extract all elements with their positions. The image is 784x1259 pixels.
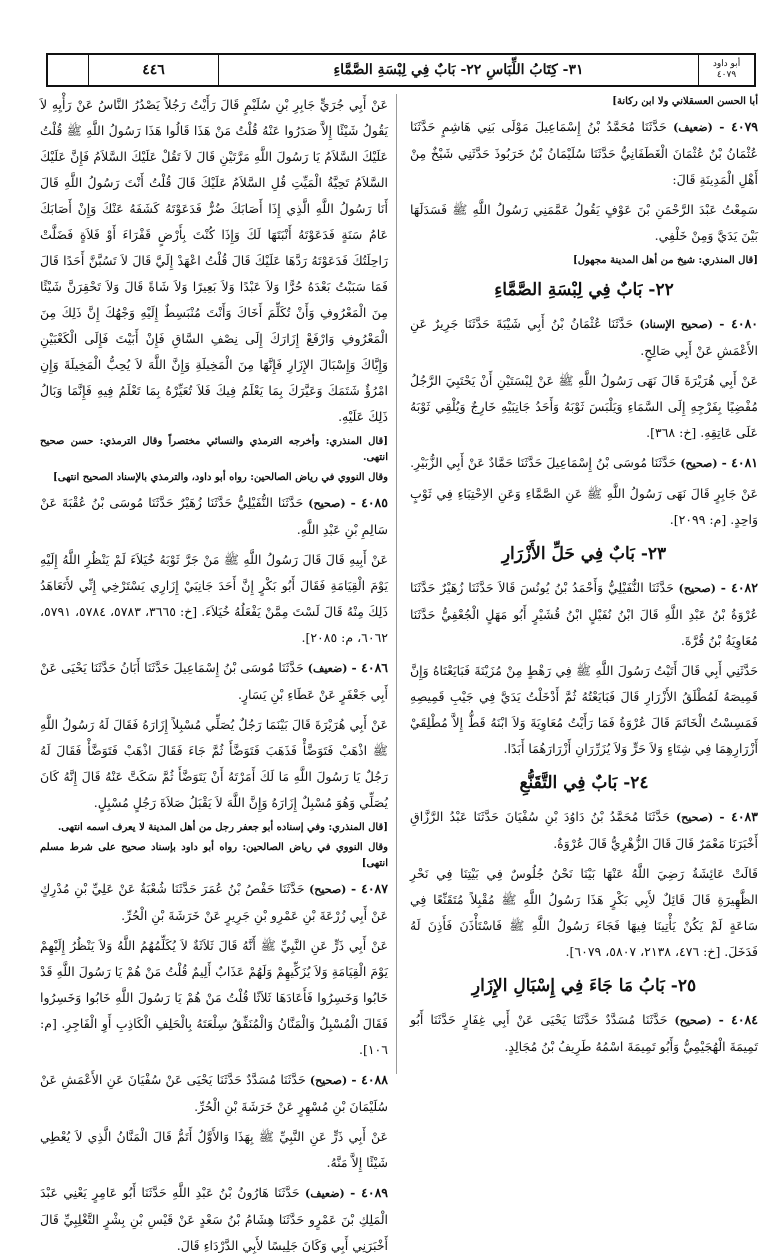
hadith-grade: (ضعيف) bbox=[307, 662, 348, 675]
chapter-heading-23: ٢٣- بَابٌ فِي حَلِّ الأَزْرَارِ bbox=[501, 544, 667, 564]
page-number: ٤٤٦ bbox=[88, 55, 218, 85]
hadith-matn: عَنْ أَبِي هُرَيْرَةَ قَالَ بَيْنَمَا رَجُلٌ يُصَلِّي مُسْبِلاً إِزَارَهُ فَقَالَ لَهُ رَسُولُ اللَّهِ ﷺ اذْهَبْ فَتَوَضَّأْ فَذَهَبَ فَتَوَضَّأَ ثُمَّ جَاءَ فَقَالَ اذْهَبْ فَتَوَضَّأْ فَقَالَ لَهُ رَجُلٌ يَا رَسُولَ اللَّهِ مَا لَكَ أَمَرْتَهُ أَنْ يَتَوَضَّأَ ثُمَّ سَكَتَّ عَنْهُ قَالَ إِنَّهُ كَانَ يُصَلِّي وَهُوَ مُسْبِلٌ إِزَارَهُ وَإِنَّ اللَّهَ لاَ يَقْبَلُ صَلاَةَ رَجُلٍ مُسْبِلٍ. bbox=[40, 717, 388, 810]
hadith-4087 bbox=[40, 876, 388, 929]
hadith-number: ٤٠٨١ - bbox=[721, 455, 758, 470]
hadith-4089 bbox=[40, 1180, 388, 1259]
hadith-number: ٤٠٨٩ - bbox=[350, 1185, 388, 1200]
hadith-note: [قال المنذري: وفي إسناده أبو جعفر رجل من أهل المدينة لا يعرف اسمه انتهى. bbox=[57, 822, 388, 833]
hadith-number: ٤٠٨٨ - bbox=[351, 1072, 388, 1087]
hadith-isnad: حَدَّثَنَا النُّفَيْلِيُّ حَدَّثَنَا زُهَيْرٌ حَدَّثَنَا مُوسَى بْنُ عُقْبَةَ عَنْ سَالِمِ بْنِ عَبْدِ اللَّهِ. bbox=[40, 495, 388, 537]
hadith-4081 bbox=[410, 450, 758, 477]
hadith-isnad: حَدَّثَنَا هَارُونُ بْنُ عَبْدِ اللَّهِ حَدَّثَنَا أَبُو عَامِرٍ يَعْنِي عَبْدَ الْمَلِكِ بْنَ عَمْرٍو حَدَّثَنَا هِشَامُ بْنُ سَعْدٍ عَنْ قَيْسِ بْنِ بِشْرٍ التَّغْلِبِيِّ قَالَ أَخْبَرَنِي أَبِي وَكَانَ جَلِيسًا لأَبِي الدَّرْدَاءِ قَالَ. bbox=[40, 1185, 388, 1253]
hadith-4088 bbox=[40, 1067, 388, 1120]
book-range: ٤٠٧٩ bbox=[716, 70, 737, 80]
hadith-4079 bbox=[410, 114, 758, 193]
hadith-grade: (صحيح) bbox=[309, 1074, 348, 1087]
hadith-isnad: حَدَّثَنَا مُوسَى بْنُ إِسْمَاعِيلَ حَدَّثَنَا حَمَّادٌ عَنْ أَبِي الزُّبَيْرِ. bbox=[410, 455, 677, 470]
hadith-grade: (صحيح) bbox=[680, 457, 718, 470]
hadith-isnad: حَدَّثَنَا مُسَدَّدٌ حَدَّثَنَا يَحْيَى عَنْ سُفْيَانَ عَنِ الأَعْمَشِ عَنْ سُلَيْمَانَ بْنِ مُسْهِرٍ عَنْ خَرَشَةَ بْنِ الْحُرِّ. bbox=[40, 1072, 388, 1114]
column-divider bbox=[396, 94, 397, 1074]
hadith-4084-matn: عَنْ أَبِي جُرَيٍّ جَابِرِ بْنِ سُلَيْمٍ قَالَ رَأَيْتُ رَجُلاً يَصْدُرُ النَّاسُ عَنْ رَأْيِهِ لاَ يَقُولُ شَيْئًا إِلاَّ صَدَرُوا عَنْهُ قُلْتُ مَنْ هَذَا قَالُوا هَذَا رَسُولُ اللَّهِ ﷺ قُلْتُ عَلَيْكَ السَّلاَمُ يَا رَسُولَ اللَّهِ مَرَّتَيْنِ قَالَ لاَ تَقُلْ عَلَيْكَ السَّلاَمُ فَإِنَّ عَلَيْكَ السَّلاَمُ تَحِيَّةُ الْمَيِّتِ قُلِ السَّلاَمُ عَلَيْكَ قَالَ قُلْتُ أَنْتَ رَسُولُ اللَّهِ قَالَ أَنَا رَسُولُ اللَّهِ الَّذِي إِذَا أَصَابَكَ ضُرٌّ فَدَعَوْتَهُ كَشَفَهُ عَنْكَ وَإِنْ أَصَابَكَ عَامُ سَنَةٍ فَدَعَوْتَهُ أَنْبَتَهَا لَكَ وَإِذَا كُنْتَ بِأَرْضٍ قَفْرَاءَ أَوْ فَلاَةٍ فَضَلَّتْ رَاحِلَتُكَ فَدَعَوْتَهُ رَدَّهَا عَلَيْكَ قَالَ قُلْتُ اعْهَدْ إِلَيَّ قَالَ لاَ تَسُبَّنَّ أَحَدًا قَالَ فَمَا سَبَبْتُ بَعْدَهُ حُرًّا وَلاَ عَبْدًا وَلاَ بَعِيرًا وَلاَ شَاةً قَالَ وَلاَ تَحْقِرَنَّ شَيْئًا مِنَ الْمَعْرُوفِ وَأَنْ تُكَلِّمَ أَخَاكَ وَأَنْتَ مُنْبَسِطٌ إِلَيْهِ وَجْهُكَ إِنَّ ذَلِكَ مِنَ الْمَعْرُوفِ وَارْفَعْ إِزَارَكَ إِلَى نِصْفِ السَّاقِ فَإِنْ أَبَيْتَ فَإِلَى الْكَعْبَيْنِ وَإِيَّاكَ وَإِسْبَالَ الإِزَارِ فَإِنَّهَا مِنَ الْمَخِيلَةِ وَإِنَّ اللَّهَ لاَ يُحِبُّ الْمَخِيلَةَ وَإِنِ امْرُؤٌ شَتَمَكَ وَعَيَّرَكَ بِمَا يَعْلَمُ فِيكَ فَلاَ تُعَيِّرْهُ بِمَا تَعْلَمُ فِيهِ فَإِنَّمَا وَبَالُ ذَلِكَ عَلَيْهِ. bbox=[40, 97, 388, 424]
hadith-note: [قال المنذري: وأخرجه الترمذي والنسائي مختصراً وقال الترمذي: حسن صحيح انتهى. bbox=[40, 436, 388, 463]
hadith-number: ٤٠٨٧ - bbox=[350, 881, 388, 896]
hadith-4082 bbox=[410, 575, 758, 654]
right-column bbox=[410, 92, 758, 1082]
hadith-grade: (صحيح) bbox=[678, 582, 716, 595]
hadith-grade: (صحيح) bbox=[308, 497, 346, 510]
hadith-grade: (صحيح) bbox=[674, 1014, 712, 1027]
hadith-isnad: حَدَّثَنَا مُحَمَّدُ بْنُ دَاوُدَ بْنِ سُفْيَانَ حَدَّثَنَا عَبْدُ الرَّزَّاقِ أَخْبَرَنَا مَعْمَرٌ قَالَ قَالَ الزُّهْرِيُّ قَالَ عُرْوَةُ. bbox=[410, 809, 758, 851]
hadith-number: ٤٠٨٢ - bbox=[720, 580, 758, 595]
hadith-note: وقال النووي في رياض الصالحين: رواه أبو داود بإسناد صحيح على شرط مسلم انتهى] bbox=[40, 842, 388, 869]
hadith-isnad: حَدَّثَنَا مُوسَى بْنُ إِسْمَاعِيلَ حَدَّثَنَا أَبَانُ حَدَّثَنَا يَحْيَى عَنْ أَبِي جَعْفَرٍ عَنْ عَطَاءِ بْنِ يَسَارٍ. bbox=[40, 660, 388, 702]
hadith-number: ٤٠٨٣ - bbox=[719, 809, 758, 824]
hadith-4083 bbox=[410, 804, 758, 857]
hadith-4086 bbox=[40, 655, 388, 708]
hadith-isnad: حَدَّثَنَا النُّفَيْلِيُّ وَأَحْمَدُ بْنُ يُونُسَ قَالاَ حَدَّثَنَا زُهَيْرٌ حَدَّثَنَا عُرْوَةُ بْنُ عَبْدِ اللَّهِ قَالَ ابْنُ نُفَيْلٍ ابْنُ قُشَيْرٍ أَبُو مَهَلٍ الْجُعْفِيُّ حَدَّثَنَا مُعَاوِيَةُ بْنُ قُرَّةَ. bbox=[410, 580, 758, 648]
book-name: أبو داود bbox=[712, 59, 741, 69]
hadith-isnad: حَدَّثَنَا مُسَدَّدٌ حَدَّثَنَا يَحْيَى عَنْ أَبِي غِفَارٍ حَدَّثَنَا أَبُو تَمِيمَةَ الْهُجَيْمِيُّ وَأَبُو تَمِيمَةَ اسْمُهُ طَرِيفُ بْنُ مُجَالِدٍ. bbox=[410, 1012, 758, 1054]
header-blank-cell bbox=[48, 55, 88, 85]
hadith-number: ٤٠٨٥ - bbox=[350, 495, 388, 510]
hadith-matn: عَنْ أَبِي ذَرٍّ عَنِ النَّبِيِّ ﷺ بِهَذَا وَالأَوَّلُ أَتَمُّ قَالَ الْمَنَّانُ الَّذِي لاَ يُعْطِي شَيْئًا إِلاَّ مَنَّهُ. bbox=[40, 1129, 388, 1170]
book-reference bbox=[698, 55, 754, 85]
hadith-grade: (صحيح) bbox=[309, 883, 347, 896]
hadith-grade: (ضعيف) bbox=[305, 1187, 345, 1200]
hadith-grade: (صحيح) bbox=[675, 811, 714, 824]
hadith-matn: عَنْ أَبِي ذَرٍّ عَنِ النَّبِيِّ ﷺ أَنَّهُ قَالَ ثَلاَثَةٌ لاَ يُكَلِّمُهُمُ اللَّهُ وَلاَ يَنْظُرُ إِلَيْهِمْ يَوْمَ الْقِيَامَةِ وَلاَ يُزَكِّيهِمْ وَلَهُمْ عَذَابٌ أَلِيمٌ قُلْتُ مَنْ هُمْ يَا رَسُولَ اللَّهِ قَدْ خَابُوا وَخَسِرُوا فَأَعَادَهَا ثَلاَثًا قُلْتُ مَنْ هُمْ يَا رَسُولَ اللَّهِ خَابُوا وَخَسِرُوا فَقَالَ الْمُسْبِلُ وَالْمَنَّانُ وَالْمُنَفِّقُ سِلْعَتَهُ بِالْحَلِفِ الْكَاذِبِ أَوِ الْفَاجِرِ. [م: ١٠٦]. bbox=[40, 938, 388, 1057]
hadith-matn: حَدَّثَنِي أَبِي قَالَ أَتَيْتُ رَسُولَ اللَّهِ ﷺ فِي رَهْطٍ مِنْ مُزَيْنَةَ فَبَايَعْنَاهُ وَإِنَّ قَمِيصَهُ لَمُطْلَقُ الأَزْرَارِ قَالَ فَبَايَعْتُهُ ثُمَّ أَدْخَلْتُ يَدَيَّ فِي جَيْبِ قَمِيصِهِ فَمَسِسْتُ الْخَاتَمَ قَالَ عُرْوَةُ فَمَا رَأَيْتُ مُعَاوِيَةَ وَلاَ ابْنَهُ قَطُّ إِلاَّ مُطْلِقَيْ أَزْرَارِهِمَا فِي شِتَاءٍ وَلاَ حَرٍّ وَلاَ يُزَرِّرَانِ أَزْرَارَهُمَا أَبَدًا. bbox=[410, 663, 758, 756]
hadith-matn: عَنْ جَابِرٍ قَالَ نَهَى رَسُولُ اللَّهِ ﷺ عَنِ الصَّمَّاءِ وَعَنِ الاِحْتِبَاءِ فِي ثَوْبٍ وَاحِدٍ. [م: ٢٠٩٩]. bbox=[410, 486, 758, 527]
hadith-matn: عَنْ أَبِيهِ قَالَ قَالَ رَسُولُ اللَّهِ ﷺ مَنْ جَرَّ ثَوْبَهُ خُيَلاَءَ لَمْ يَنْظُرِ اللَّهُ إِلَيْهِ يَوْمَ الْقِيَامَةِ فَقَالَ أَبُو بَكْرٍ إِنَّ أَحَدَ جَانِبَيْ إِزَارِي يَسْتَرْخِي إِنِّي لأَتَعَاهَدُ ذَلِكَ مِنْهُ قَالَ لَسْتَ مِمَّنْ يَفْعَلُهُ خُيَلاَءَ. [خ: ٣٦٦٥، ٥٧٨٣، ٥٧٨٤، ٥٧٩١، ٦٠٦٢، م: ٢٠٨٥]. bbox=[40, 552, 388, 645]
page-header bbox=[46, 53, 756, 87]
hadith-isnad: حَدَّثَنَا عُثْمَانُ بْنُ أَبِي شَيْبَةَ حَدَّثَنَا جَرِيرٌ عَنِ الأَعْمَشِ عَنْ أَبِي صَالِحٍ. bbox=[410, 316, 758, 358]
hadith-4084 bbox=[410, 1007, 758, 1060]
hadith-matn: سَمِعْتُ عَبْدَ الرَّحْمَنِ بْنَ عَوْفٍ يَقُولُ عَمَّمَنِي رَسُولُ اللَّهِ ﷺ فَسَدَلَهَا بَيْنَ يَدَيَّ وَمِنْ خَلْفِي. bbox=[410, 202, 758, 243]
hadith-matn: عَنْ أَبِي هُرَيْرَةَ قَالَ نَهَى رَسُولُ اللَّهِ ﷺ عَنْ لِبْسَتَيْنِ أَنْ يَحْتَبِيَ الرَّجُلُ مُفْضِيًا بِفَرْجِهِ إِلَى السَّمَاءِ وَيَلْبَسَ ثَوْبَهُ وَأَحَدُ جَانِبَيْهِ خَارِجٌ وَيُلْقِي ثَوْبَهُ عَلَى عَاتِقِهِ. [خ: ٣٦٨]. bbox=[410, 373, 758, 440]
hadith-number: ٤٠٨٠ - bbox=[719, 316, 759, 331]
page-title: ٣١- كِتَابُ اللِّبَاسِ ٢٢- بَابٌ فِي لِبْسَةِ الصَّمَّاءِ bbox=[218, 55, 698, 85]
hadith-isnad: حَدَّثَنَا حَفْصُ بْنُ عُمَرَ حَدَّثَنَا شُعْبَةُ عَنْ عَلِيِّ بْنِ مُدْرِكٍ عَنْ أَبِي زُرْعَةَ بْنِ عَمْرِو بْنِ جَرِيرٍ عَنْ خَرَشَةَ بْنِ الْحُرِّ. bbox=[40, 881, 388, 923]
hadith-grade: (صحيح الإسناد) bbox=[639, 318, 713, 331]
hadith-number: ٤٠٧٩ - bbox=[719, 119, 759, 134]
hadith-note: [قال المنذري: شيخ من أهل المدينة مجهول] bbox=[573, 255, 758, 266]
hadith-matn: قَالَتْ عَائِشَةُ رَضِيَ اللَّهُ عَنْهَا بَيْنَا نَحْنُ جُلُوسٌ فِي بَيْتِنَا فِي نَحْرِ الظَّهِيرَةِ قَالَ قَائِلٌ لأَبِي بَكْرٍ هَذَا رَسُولُ اللَّهِ ﷺ مُقْبِلاً مُتَقَنِّعًا فِي سَاعَةٍ لَمْ يَكُنْ يَأْتِينَا فِيهَا فَجَاءَ رَسُولُ اللَّهِ ﷺ فَاسْتَأْذَنَ فَأَذِنَ لَهُ فَدَخَلَ. [خ: ٤٧٦، ٢١٣٨، ٥٨٠٧، ٦٠٧٩]. bbox=[410, 866, 758, 959]
hadith-4080 bbox=[410, 311, 758, 364]
hadith-isnad: حَدَّثَنَا مُحَمَّدُ بْنُ إِسْمَاعِيلَ مَوْلَى بَنِي هَاشِمٍ حَدَّثَنَا عُثْمَانُ بْنُ عُثْمَانَ الْغَطَفَانِيُّ حَدَّثَنَا سُلَيْمَانُ بْنُ خَرَبُوذَ حَدَّثَنِي شَيْخٌ مِنْ أَهْلِ الْمَدِينَةِ قَالَ: bbox=[410, 119, 758, 187]
hadith-note: وقال النووي في رياض الصالحين: رواه أبو داود، والترمذي بالإسناد الصحيح انتهى] bbox=[53, 472, 388, 483]
chapter-heading-25: ٢٥- بَابُ مَا جَاءَ فِي إِسْبَالِ الإِزَارِ bbox=[471, 976, 697, 996]
hadith-grade: (ضعيف) bbox=[673, 121, 713, 134]
hadith-4085 bbox=[40, 490, 388, 543]
hadith-number: ٤٠٨٤ - bbox=[718, 1012, 758, 1027]
left-column bbox=[40, 92, 389, 1253]
top-note: أبا الحسن العسقلاني ولا ابن ركانة] bbox=[612, 96, 758, 107]
chapter-heading-24: ٢٤- بَابٌ فِي التَّقَنُّعِ bbox=[519, 773, 649, 793]
hadith-number: ٤٠٨٦ - bbox=[351, 660, 389, 675]
chapter-heading-22: ٢٢- بَابٌ فِي لِبْسَةِ الصَّمَّاءِ bbox=[494, 280, 674, 300]
